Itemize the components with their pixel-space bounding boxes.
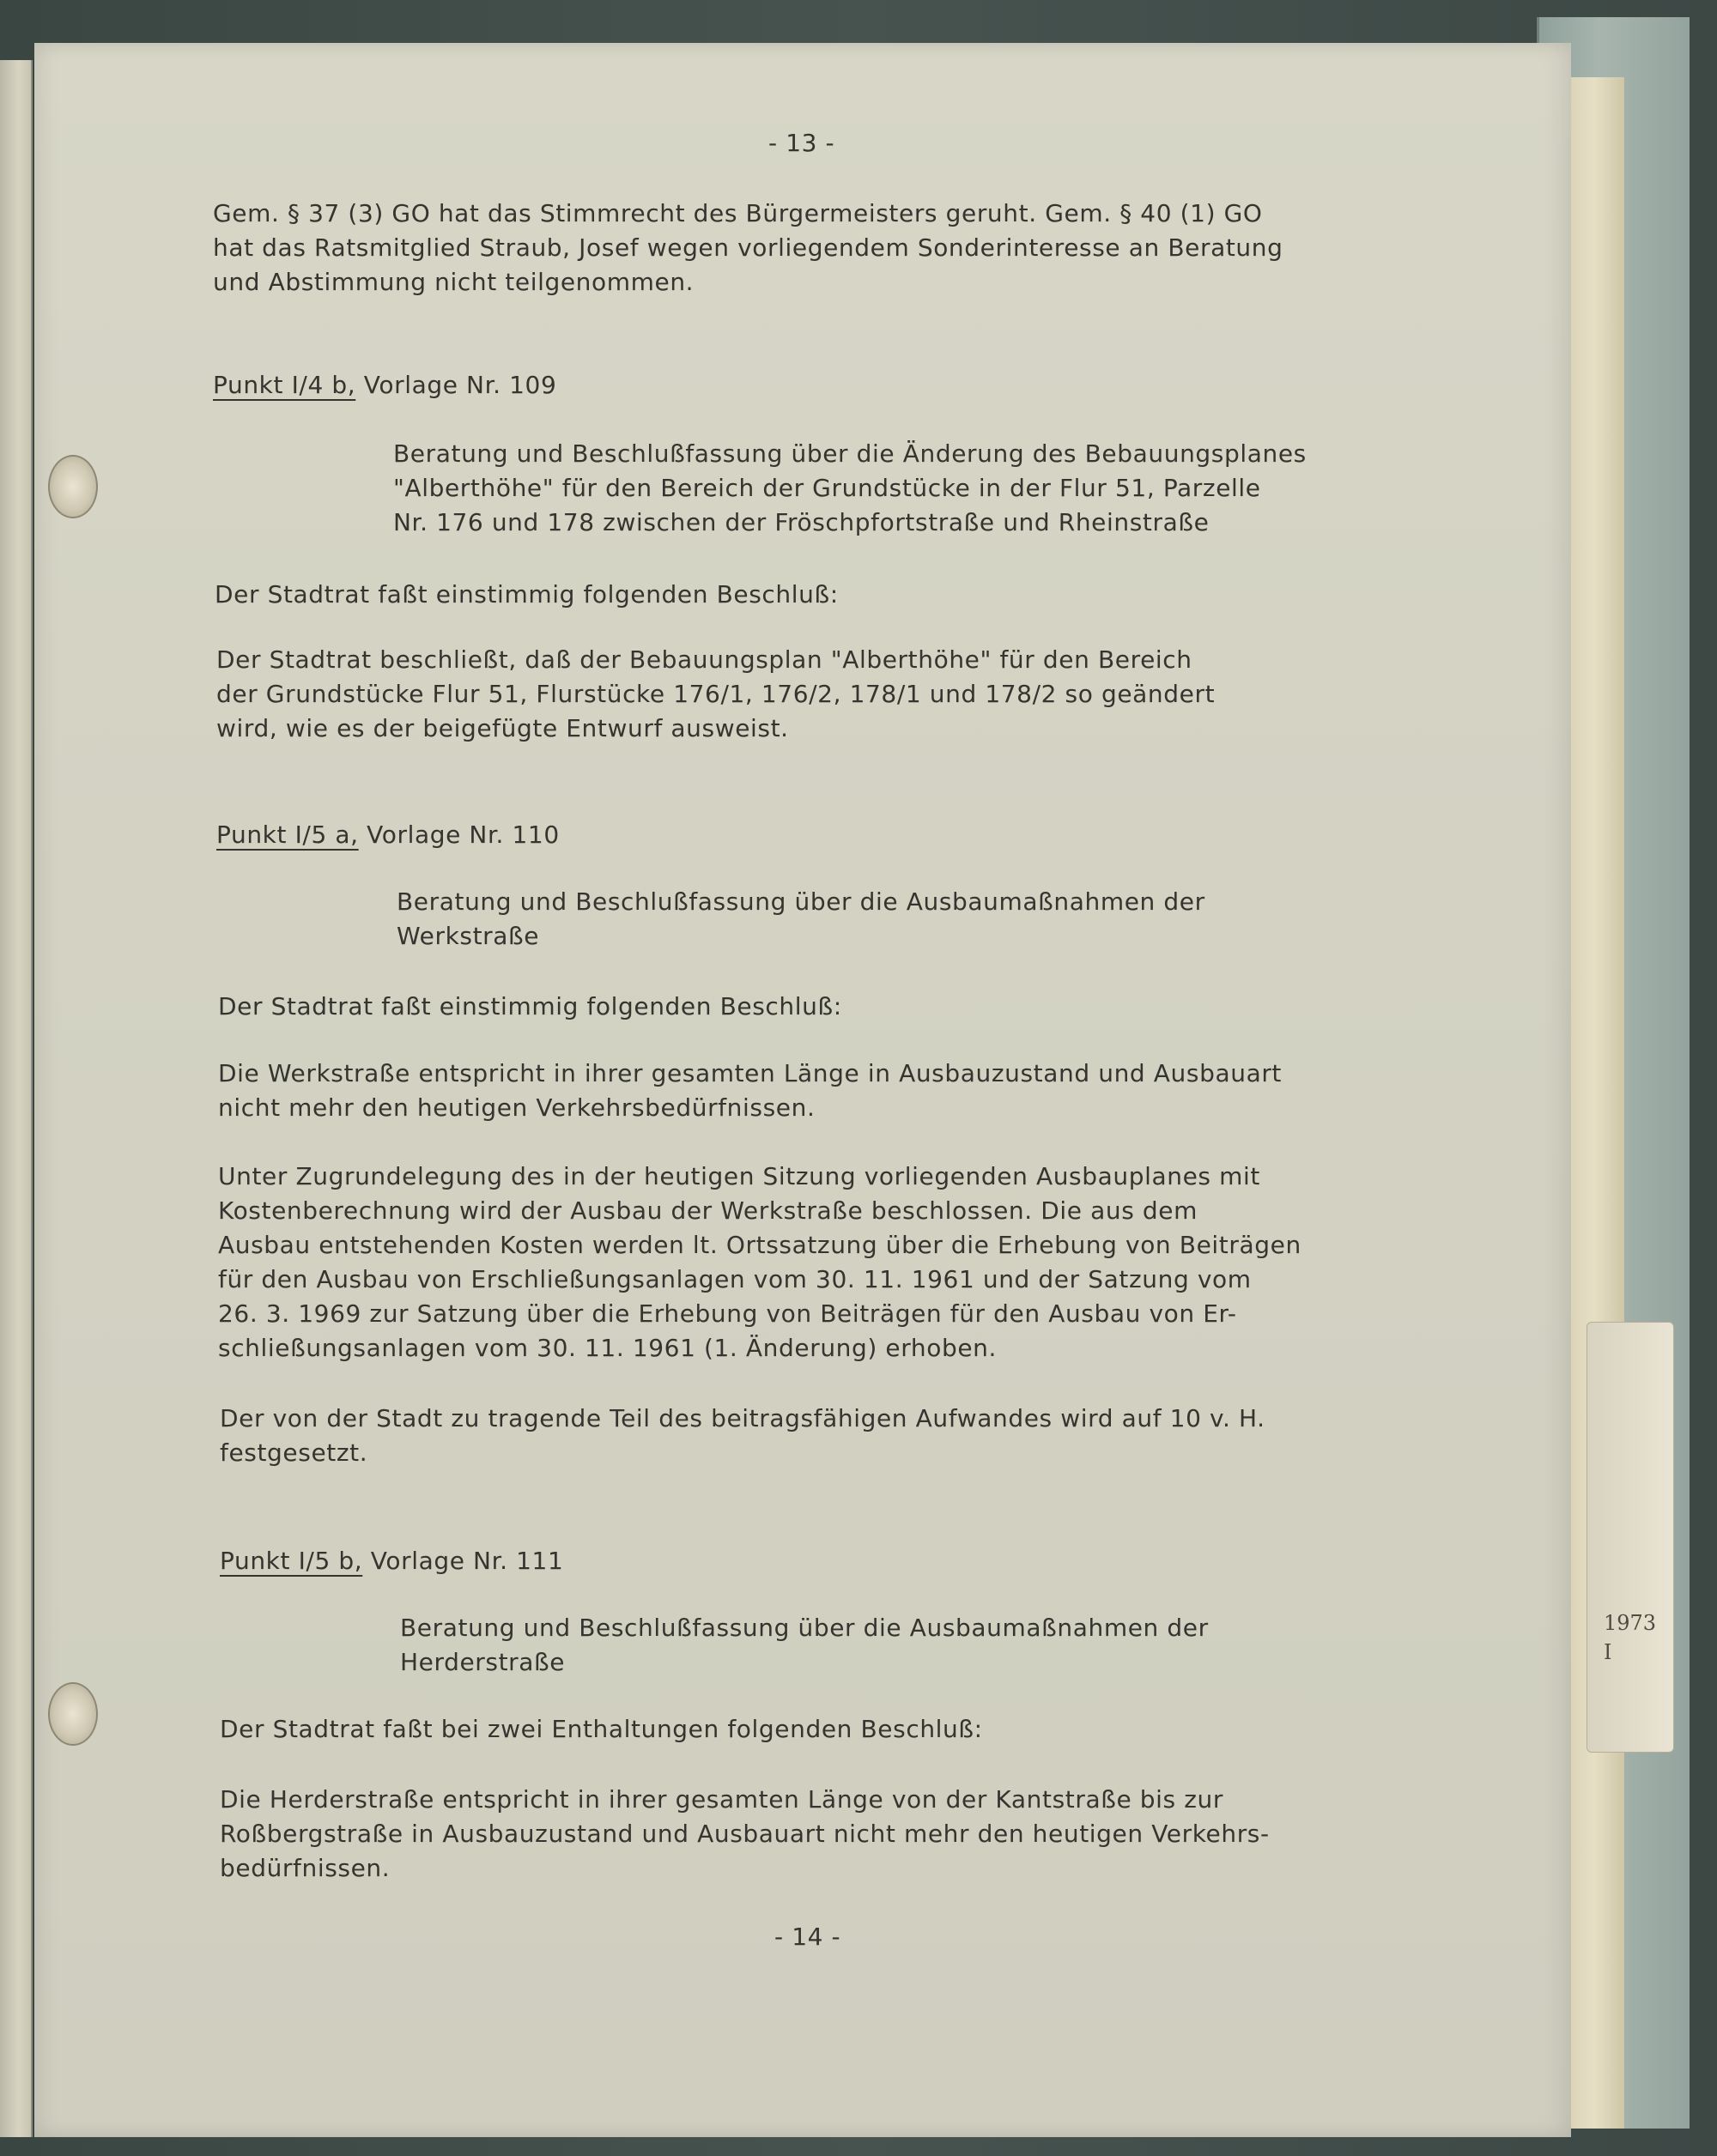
intro-line: hat das Ratsmitglied Straub, Josef wegen vorliegendem Sonderinteresse an Beratung	[213, 233, 1283, 262]
decision-text: wird, wie es der beigefügte Entwurf ausweist.	[216, 714, 789, 742]
decision-text: schließungsanlagen vom 30. 11. 1961 (1. Änderung) erhoben.	[218, 1334, 997, 1362]
agenda-item-subject: "Alberthöhe" für den Bereich der Grundstücke in der Flur 51, Parzelle	[393, 474, 1261, 502]
page-number-bottom: - 14 -	[774, 1923, 841, 1951]
agenda-item-number: Punkt I/5 a,	[216, 821, 359, 849]
decision-text: bedürfnissen.	[220, 1854, 391, 1882]
decision-text: Der von der Stadt zu tragende Teil des beitragsfähigen Aufwandes wird auf 10 v. H.	[220, 1404, 1265, 1432]
agenda-item-subject: Werkstraße	[397, 922, 540, 950]
intro-line: und Abstimmung nicht teilgenommen.	[213, 268, 695, 296]
decision-text: der Grundstücke Flur 51, Flurstücke 176/1, 176/2, 178/1 und 178/2 so geändert	[216, 680, 1216, 708]
agenda-item-subject: Nr. 176 und 178 zwischen der Fröschpfortstraße und Rheinstraße	[393, 508, 1210, 536]
decision-intro: Der Stadtrat faßt einstimmig folgenden Beschluß:	[215, 580, 839, 609]
decision-intro: Der Stadtrat faßt bei zwei Enthaltungen folgenden Beschluß:	[220, 1715, 983, 1743]
agenda-item-heading	[220, 1547, 563, 1575]
decision-text: Ausbau entstehenden Kosten werden lt. Ortssatzung über die Erhebung von Beiträgen	[218, 1231, 1301, 1259]
agenda-item-subject: Beratung und Beschlußfassung über die Ausbaumaßnahmen der	[397, 887, 1205, 916]
index-tab-number: I	[1604, 1639, 1612, 1664]
agenda-item-vorlage: Vorlage Nr. 109	[363, 371, 557, 399]
agenda-item-subject: Beratung und Beschlußfassung über die Änderung des Bebauungsplanes	[393, 439, 1307, 468]
decision-text: Der Stadtrat beschließt, daß der Bebauungsplan "Alberthöhe" für den Bereich	[216, 645, 1192, 674]
decision-text: 26. 3. 1969 zur Satzung über die Erhebung von Beiträgen für den Ausbau von Er-	[218, 1299, 1237, 1328]
page-number-top: - 13 -	[768, 129, 835, 157]
agenda-item-heading	[213, 371, 556, 399]
agenda-item-vorlage: Vorlage Nr. 110	[367, 821, 560, 849]
intro-line: Gem. § 37 (3) GO hat das Stimmrecht des Bürgermeisters geruht. Gem. § 40 (1) GO	[213, 199, 1263, 227]
index-tab-year: 1973	[1604, 1611, 1657, 1635]
decision-text: nicht mehr den heutigen Verkehrsbedürfnissen.	[218, 1093, 816, 1122]
agenda-item-vorlage: Vorlage Nr. 111	[370, 1547, 564, 1575]
decision-text: Unter Zugrundelegung des in der heutigen Sitzung vorliegenden Ausbauplanes mit	[218, 1162, 1260, 1190]
decision-text: Die Werkstraße entspricht in ihrer gesamten Länge in Ausbauzustand und Ausbauart	[218, 1059, 1283, 1087]
decision-text: Kostenberechnung wird der Ausbau der Werkstraße beschlossen. Die aus dem	[218, 1196, 1198, 1225]
decision-text: festgesetzt.	[220, 1438, 368, 1467]
decision-text: Die Herderstraße entspricht in ihrer gesamten Länge von der Kantstraße bis zur	[220, 1785, 1223, 1814]
agenda-item-number: Punkt I/5 b,	[220, 1547, 363, 1575]
agenda-item-heading	[216, 821, 560, 849]
agenda-item-number: Punkt I/4 b,	[213, 371, 356, 399]
decision-text: für den Ausbau von Erschließungsanlagen vom 30. 11. 1961 und der Satzung vom	[218, 1265, 1252, 1293]
decision-text: Roßbergstraße in Ausbauzustand und Ausbauart nicht mehr den heutigen Verkehrs-	[220, 1820, 1270, 1848]
agenda-item-subject: Herderstraße	[400, 1648, 566, 1676]
agenda-item-subject: Beratung und Beschlußfassung über die Ausbaumaßnahmen der	[400, 1614, 1209, 1642]
decision-intro: Der Stadtrat faßt einstimmig folgenden Beschluß:	[218, 992, 842, 1020]
